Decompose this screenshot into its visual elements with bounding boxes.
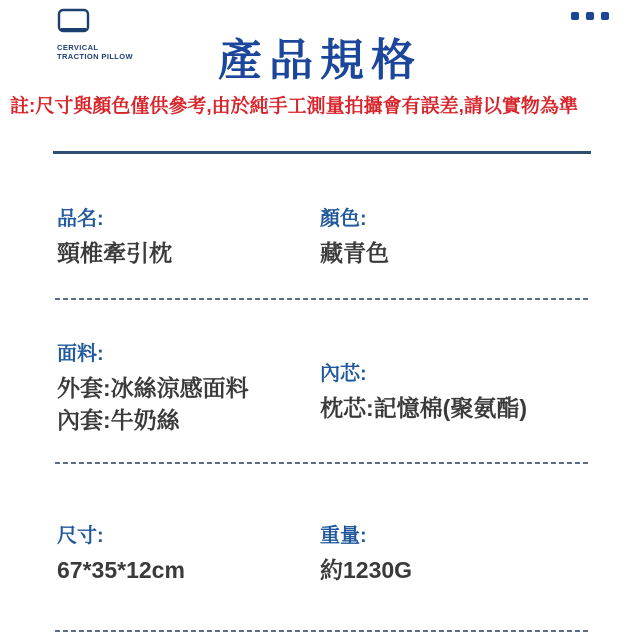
dot-icon xyxy=(586,12,594,20)
spec-value: 頸椎牽引枕 xyxy=(57,240,172,266)
spec-label: 面料: xyxy=(57,343,104,365)
spec-cell-fabric xyxy=(57,341,249,436)
spec-value: 外套:冰絲涼感面料 xyxy=(57,375,249,401)
spec-label: 尺寸: xyxy=(57,525,104,547)
spec-label: 重量: xyxy=(320,525,367,547)
section-divider xyxy=(55,462,590,464)
spec-cell-weight xyxy=(320,523,412,586)
spec-value: 約1230G xyxy=(320,557,413,583)
spec-value: 內套:牛奶絲 xyxy=(57,407,180,433)
menu-dots-icon xyxy=(571,12,609,20)
pillow-icon xyxy=(57,8,133,39)
spec-value: 藏青色 xyxy=(320,240,389,266)
spec-label: 顏色: xyxy=(320,208,367,230)
spec-label: 內芯: xyxy=(320,363,367,385)
spec-label: 品名: xyxy=(57,208,104,230)
spec-value: 67*35*12cm xyxy=(57,557,185,583)
header-divider xyxy=(53,151,591,154)
dot-icon xyxy=(601,12,609,20)
brand-name: CERVICAL TRACTION PILLOW xyxy=(57,43,133,61)
brand-logo xyxy=(57,8,133,61)
section-divider xyxy=(55,298,590,300)
spec-cell-product-name xyxy=(57,206,172,269)
page-title: 產品規格 xyxy=(218,36,422,85)
dot-icon xyxy=(571,12,579,20)
spec-cell-size xyxy=(57,523,185,586)
spec-cell-color xyxy=(320,206,389,269)
spec-cell-core xyxy=(320,361,527,424)
spec-value: 枕芯:記憶棉(聚氨酯) xyxy=(320,395,527,421)
section-divider xyxy=(55,630,590,632)
disclaimer-note: 註:尺寸與顏色僅供參考,由於純手工測量拍攝會有誤差,請以實物為準 xyxy=(10,96,578,117)
